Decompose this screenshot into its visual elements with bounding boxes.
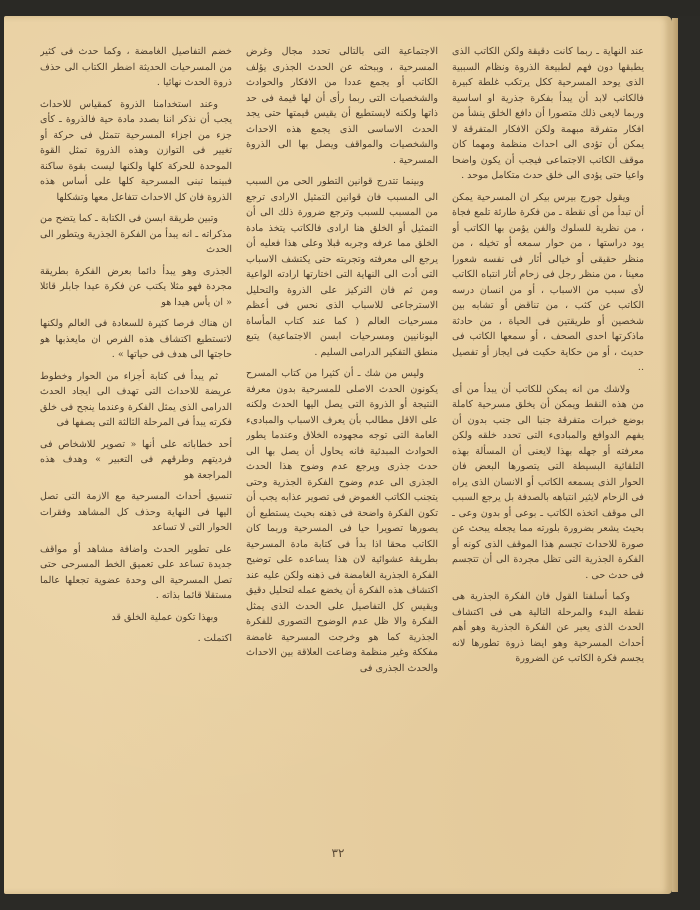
column-middle: [246, 44, 438, 834]
page-number: ٣٢: [331, 846, 345, 860]
paragraph: ويقول جورج بيرس بيكر ان المسرحية يمكن أن تبدأ من أى نقطة ـ من فكرة طارئة تلمع فجاة ، من نظرية للسلوك والفن يؤمن بها الكاتب أو يود دراستها ، من حوار سمعه أو تخيله ، من منظر حقيقى أو خيالى أثار فى نفسه شعورا معينا ، من منظر رجل فى زحام أثار انتباه الكاتب لأى سبب من الاسباب ، أو من انسان درسه الكاتب عن كثب ، من تناقض أو تشابه بين شخصين أو طريقتين فى الحياة ، من حادثة ماذكرتها احدى الصحف ، أو سمعها الكاتب فى حديث ، أو من حكاية حكيت فى ايجاز أو تفصيل ..: [452, 191, 644, 373]
paragraph: وكما أسلفنا القول فان الفكرة الجذرية هى نقطة البدء والمرحلة التالية هى فى اكتشاف الحدث الذى يعبر عن الفكرة الجذرية وهو أهم أحداث المسرحية وهو ايضا ذروة تطورها لانه يجسم فكرة الكاتب عن الضرورة: [452, 591, 644, 664]
paragraph: على تطوير الحدث واضافة مشاهد أو مواقف جديدة تساعد على تعميق الخط المسرحى حتى تصل المسرحية الى وحدة عضوية تجعلها عالما مستقلا قائما بذاته .: [40, 543, 232, 601]
text-columns: [40, 44, 644, 834]
scan-background-top: [0, 0, 700, 16]
paragraph: وبهذا تكون عملية الخلق قد: [111, 611, 218, 623]
paragraph: ثم يبدأ فى كتابة أجزاء من الحوار وخطوط عريضة للاحداث التى تهدف الى ايجاد الحدث الدرامى الذى يمثل الفكرة وعندما ينجح فى خلق فكرته يبدأ فى المرحلة الثالثة التى يصفها فى: [40, 370, 232, 428]
column-left: [40, 44, 232, 834]
book-page: [4, 16, 672, 894]
paragraph: وبينما تتدرج قوانين التطور الحى من السبب الى المسبب فان قوانين التمثيل الارادى ترجع من المسبب للسبب وترجع ضرورة ذلك الى أن التمثيل أو الخلق هنا ارادى فالكاتب يتخذ مادة الخلق مما عرفه وجربه قبلا وعلى هذا فعليه أن يرجع الى معرفته وتجربته حتى يكتشف الاسباب التى أدت الى النهاية التى اختارتها ارادته الواعية ومن ثم فان التركيز على الذروة والتحليل الاسترجاعى للاسباب الذى نحس فى أعظم مسرحيات العالم ( كما عند كتاب المأساة اليونانيين ومسرحيات ابسن الاجتماعية) يتبع منطق التفكير الدرامى السليم .: [246, 176, 438, 358]
paragraph: ولاشك من انه يمكن للكاتب أن يبدأ من أى من هذه النقط ويمكن أن يخلق مسرحية كاملة بوضع خبرات متفرقة جنبا الى جنب بدون أن يفهم الدوافع والمبادىء التى تحدد خلقه ولكن معرفته أو جهله بهذا لايعنى أن المسألة بهذه التلقائية البسيطة التى يتصورها البعض فان الحوار الذى يسمعه الكاتب أو الانسان الذى يراه فى الزحام لايثير انتباهه بالصدفة بل يرجع السبب الى موقف اتخذه الكاتب ـ بوعى أو بدون وعى ـ بحيث يشعر بضرورة بلورته مما يجعله يبحث عن صورة للاحداث تجسم هذا الموقف الذى كونه أو الفكرة الجذرية التى تظل مجردة الى أن تتجسم فى حدث حى .: [452, 383, 644, 581]
paragraph: وليس من شك ـ أن كثيرا من كتاب المسرح يكونون الحدث الاصلى للمسرحية بدون معرفة النتيجة أو الذروة التى يصل اليها الحدث ولكنه على الاقل مطالب بأن يعرف الاسباب والمبادىء العامة التى توجه مجهوده الخلاق وعندما يطور الحوادث المبدئية فانه يحاول أن يصل بها الى حدث جذرى ويرجع عدم وضوح هذا الحدث الجذرى الى عدم وضوح الفكرة الجذرية وحتى يتجنب الكاتب الغموض فى تصوير عذابه يجب أن تكون الفكرة واضحة فى ذهنه بحيث يستطيع أن يصورها تصويرا حيا فى المسرحية وربما كان الكاتب محقا اذا بدأ فى كتابة مادة المسرحية بطريقة عشوائية لان هذا يساعده على توضيح الفكرة الجذرية الغامضة فى ذهنه ولكن عليه عند اكتشاف هذه الفكرة أن يخضع عمله لتحليل دقيق ويقيس كل التفاصيل على الحدث الذى يمثل الفكرة والا ظل عدم الوضوح التصورى للفكرة الجذرية كما هو وخرجت المسرحية غامضة مفككة وغير منظمة وضاعت العلاقة بين الاحداث والحدث الجذرى فى: [246, 368, 438, 674]
paragraph: تنسيق أحداث المسرحية مع الازمة التى تصل اليها فى النهاية وحذف كل المشاهد وفقرات الحوار التى لا تساعد: [40, 491, 232, 533]
paragraph: وتبين طريقة ابسن فى الكتابة ـ كما يتضح من مذكراته ـ انه يبدأ من الفكرة الجذرية ويتطور الى الحدث: [40, 213, 232, 255]
page-edge: [672, 18, 678, 892]
paragraph: خضم التفاصيل الغامضة ، وكما حدث فى كثير من المسرحيات الحديثة اضطر الكتاب الى حذف ذروة الحدث نهائيا .: [40, 46, 232, 88]
paragraph: عند النهاية ـ ربما كانت دقيقة ولكن الكاتب الذى يطبقها دون فهم لطبيعة الذروة ونظام السببية الذى يوحد المسرحية ككل يرتكب غلطة كبيرة فالكاتب لابد أن يبدأ بفكرة جذرية او اساسية وربما لايعى ذلك متصورا أن دافع الخلق ينشأ من افكار متفرقة مبهمة ولكن الافكار المتفرقة لا يمكن أن تؤدى الى احداث منظمة ومهما كان موقف الكاتب الاجتماعى فيجب أن يكون واضحا واعيا حتى يؤدى الى خلق حدث متكامل موحد .: [452, 46, 644, 181]
paragraph: أحد خطاباته على أنها « تصوير للاشخاص فى فرديتهم وطرقهم فى التعبير » وهدف هذه المراجعة هو: [40, 438, 232, 481]
column-right: [452, 44, 644, 834]
paragraph: الجذرى وهو يبدأ دائما بعرض الفكرة بطريقة مجردة فهو مثلا يكتب عن فكرة عيدا جابلر قائلا « ان يأس هيدا هو: [40, 265, 232, 308]
paragraph: اكتملت .: [197, 633, 232, 644]
paragraph: الاجتماعية التى بالتالى تحدد مجال وغرض المسرحية ، وببحثه عن الحدث الجذرى يؤلف الكاتب أو يجمع عددا من الافكار والحوادث والشخصيات التى ربما رأى أن لها قيمة فى حد ذاتها ولكنه لايستطيع أن يقيس قيمتها حتى يجد الحدث الاساسى الذى يجمع هذه الاحداث والشخصيات والمواقف ويصل بها الى الذروة المسرحية .: [246, 46, 438, 166]
paragraph: وعند استخدامنا الذروة كمقياس للاحداث يجب أن نذكر اننا بصدد مادة حية فالذروة ـ كأى جزء من اجزاء المسرحية تتمثل فى حركة أو تغيير فى التوازن وهذه الذروة تمثل القوة الموحدة للحركة كلها ولكنها ليست بقوة ساكنة فبينما تبنى المسرحية كلها على أساس هذه الذروة فان كل الاحداث تتفاعل معها وتشكلها: [40, 98, 232, 203]
paragraph: ان هناك فرصا كثيرة للسعادة فى العالم ولكنها لاتستطيع اكتشاف هذه الفرص ان مايعذبها هو حاجتها الى هدف فى حياتها » .: [40, 318, 232, 360]
